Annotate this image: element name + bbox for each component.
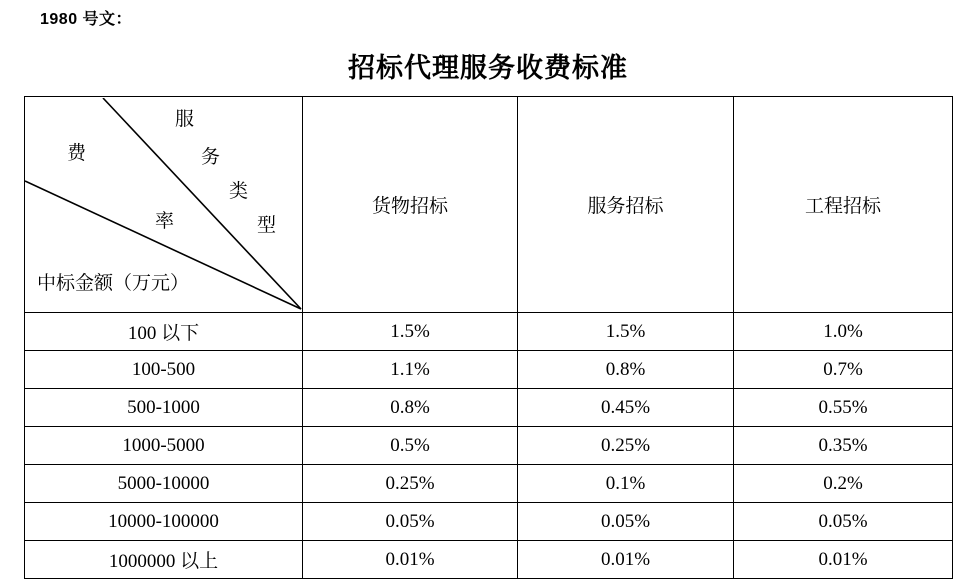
cell-value: 0.7% [734,351,953,389]
corner-label-service: 服 [175,109,195,130]
cell-value: 0.05% [303,503,518,541]
table-row [25,351,953,389]
cell-value: 1.5% [303,313,518,351]
corner-label-fee: 费 [67,143,87,164]
table-row [25,541,953,579]
row-label: 1000-5000 [25,427,303,465]
cell-value: 0.01% [734,541,953,579]
table-row [25,465,953,503]
cell-value: 0.05% [518,503,734,541]
corner-label-type: 型 [257,215,277,236]
row-label: 1000000 以上 [25,541,303,579]
cell-value: 0.55% [734,389,953,427]
column-header-engineering: 工程招标 [734,97,953,313]
row-label: 100 以下 [25,313,303,351]
cell-value: 1.0% [734,313,953,351]
row-label: 100-500 [25,351,303,389]
table-row [25,503,953,541]
cell-value: 0.05% [734,503,953,541]
row-label: 500-1000 [25,389,303,427]
cell-value: 0.8% [303,389,518,427]
cell-value: 1.5% [518,313,734,351]
cell-value: 0.25% [518,427,734,465]
cell-value: 0.5% [303,427,518,465]
page-title: 招标代理服务收费标准 [348,53,628,83]
corner-label-rate: 率 [155,211,175,232]
document-reference: 1980 号文： [40,11,133,28]
fee-standard-table-wrapper [24,96,952,579]
cell-value: 0.25% [303,465,518,503]
cell-value: 0.01% [303,541,518,579]
corner-label-wu: 务 [201,147,221,168]
cell-value: 1.1% [303,351,518,389]
column-header-goods: 货物招标 [303,97,518,313]
column-header-service: 服务招标 [518,97,734,313]
row-label: 5000-10000 [25,465,303,503]
table-corner-cell [25,97,303,313]
corner-label-lei: 类 [229,181,249,202]
table-row [25,389,953,427]
corner-label-amount: 中标金额（万元） [37,273,190,294]
table-row [25,427,953,465]
cell-value: 0.1% [518,465,734,503]
table-header-row [25,97,953,313]
fee-standard-table [24,96,953,579]
table-row [25,313,953,351]
cell-value: 0.45% [518,389,734,427]
cell-value: 0.8% [518,351,734,389]
cell-value: 0.2% [734,465,953,503]
cell-value: 0.01% [518,541,734,579]
cell-value: 0.35% [734,427,953,465]
row-label: 10000-100000 [25,503,303,541]
